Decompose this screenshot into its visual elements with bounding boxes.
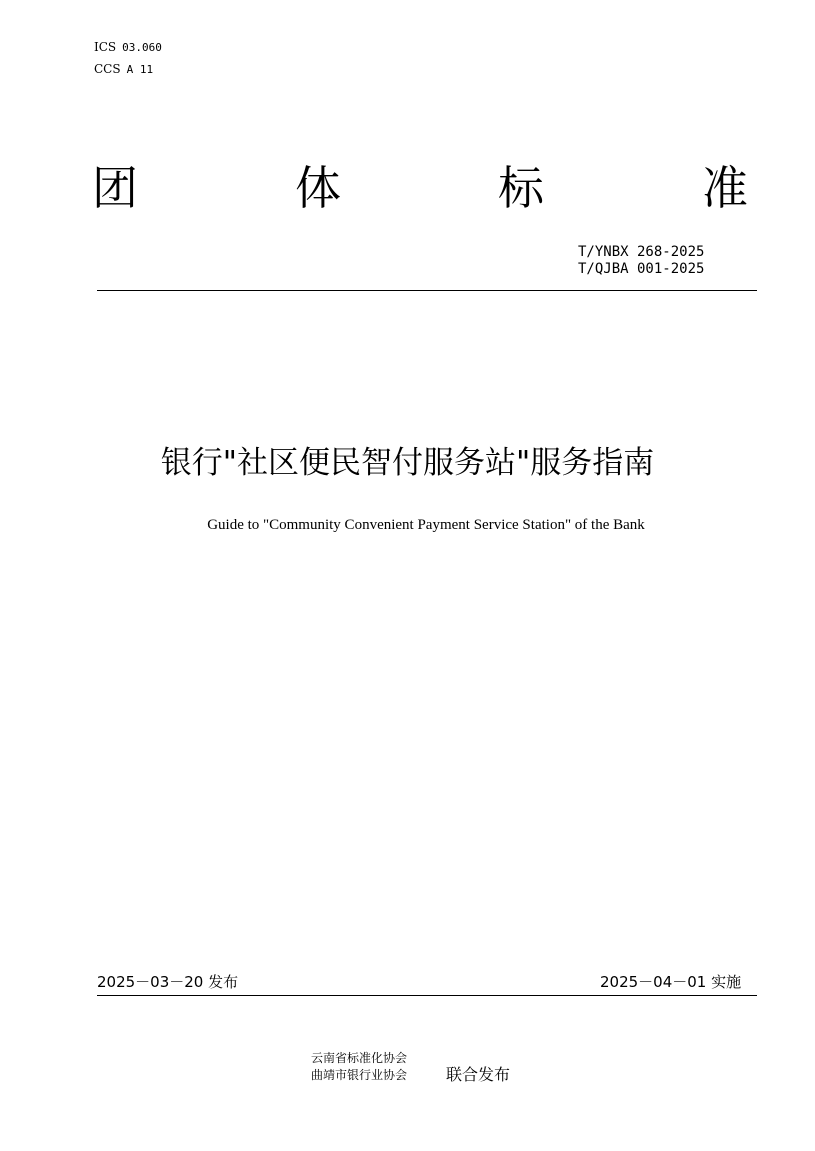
publisher-org-1: 云南省标准化协会 (311, 1051, 408, 1065)
joint-release-label: 联合发布 (446, 1065, 511, 1084)
ccs-value: A 11 (126, 63, 154, 76)
publisher-org-2: 曲靖市银行业协会 (311, 1068, 408, 1082)
title-chinese: 银行"社区便民智付服务站"服务指南 (160, 445, 655, 481)
title-english: Guide to "Community Convenient Payment Service Station" of the Bank (207, 517, 645, 533)
standard-number-2: T/QJBA 001-2025 (578, 261, 705, 277)
standard-number-1: T/YNBX 268-2025 (578, 244, 705, 260)
ics-label: ICS (94, 40, 117, 54)
ccs-label: CCS (94, 62, 121, 76)
ics-code (94, 40, 162, 55)
publish-date: 2025－03－20 发布 (97, 973, 239, 991)
footer-divider (97, 995, 757, 996)
ccs-code (94, 62, 153, 77)
header-divider (97, 290, 757, 291)
heading-char-1: 团 (92, 161, 138, 215)
heading-char-3: 标 (498, 161, 544, 215)
ics-value: 03.060 (122, 41, 162, 54)
implement-date: 2025－04－01 实施 (600, 973, 742, 991)
heading-char-2: 体 (295, 161, 341, 215)
heading-char-4: 准 (702, 161, 748, 215)
publisher-orgs (311, 1050, 407, 1084)
